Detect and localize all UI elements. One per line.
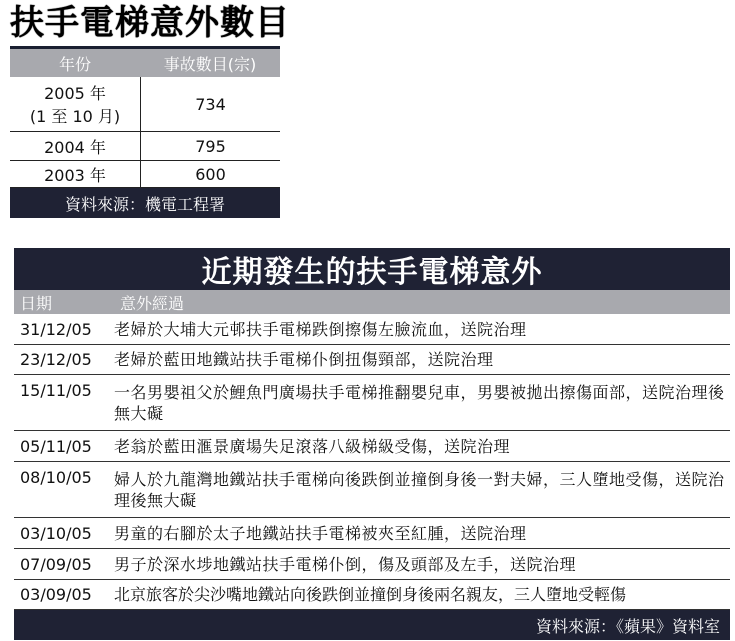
table-row (14, 375, 730, 431)
source-note: 資料來源：《蘋果》資料室 (14, 610, 730, 640)
recent-accidents-header (14, 290, 730, 314)
year-cell: 2004 年 (44, 137, 106, 157)
date-cell: 15/11/05 (20, 381, 92, 400)
date-cell: 05/11/05 (20, 436, 92, 456)
count-cell: 795 (195, 136, 226, 156)
date-cell: 03/10/05 (20, 523, 92, 543)
header-year: 年份 (58, 54, 91, 74)
recent-accidents-table (14, 248, 730, 640)
source-note: 資料來源：機電工程署 (10, 188, 280, 218)
details-cell: 男子於深水埗地鐵站扶手電梯仆倒，傷及頭部及左手，送院治理 (114, 554, 577, 574)
details-cell: 婦人於九龍灣地鐵站扶手電梯向後跌倒並撞倒身後一對夫婦，三人墮地受傷，送院治理後無大礙 (114, 469, 725, 510)
table-row (10, 161, 280, 188)
details-cell: 老婦於藍田地鐵站扶手電梯仆倒扭傷頸部，送院治理 (114, 350, 494, 369)
date-cell: 03/09/05 (20, 585, 92, 604)
details-cell: 老翁於藍田滙景廣場失足滾落八級梯級受傷，送院治理 (114, 436, 511, 456)
count-cell: 734 (195, 94, 226, 114)
date-cell: 23/12/05 (20, 350, 92, 369)
header-count: 事故數目(宗) (163, 54, 257, 74)
date-cell: 08/10/05 (20, 468, 92, 487)
header-date: 日期 (20, 293, 53, 313)
header-details: 意外經過 (120, 293, 185, 313)
year-cell: 2003 年 (44, 165, 106, 185)
details-cell: 老婦於大埔大元邨扶手電梯跌倒擦傷左臉流血，送院治理 (114, 319, 527, 339)
table-row (14, 462, 730, 518)
table-row (14, 580, 730, 610)
details-cell: 一名男嬰祖父於鯉魚門廣場扶手電梯推翻嬰兒車，男嬰被拋出擦傷面部，送院治理後無大礙 (114, 382, 725, 423)
table-row (14, 518, 730, 549)
details-cell: 北京旅客於尖沙嘴地鐵站向後跌倒並撞倒身後兩名親友，三人墮地受輕傷 (114, 585, 627, 604)
recent-accidents-title: 近期發生的扶手電梯意外 (14, 248, 730, 290)
date-cell: 07/09/05 (20, 554, 92, 574)
accident-count-table (10, 46, 280, 218)
table-row (10, 132, 280, 161)
accident-count-header (10, 49, 280, 77)
table-row (10, 77, 280, 132)
table-row (14, 314, 730, 345)
date-cell: 31/12/05 (20, 319, 92, 339)
year-range-cell: (1 至 10 月) (29, 107, 121, 126)
count-cell: 600 (195, 164, 226, 184)
table-row (14, 345, 730, 375)
details-cell: 男童的右腳於太子地鐵站扶手電梯被夾至紅腫，送院治理 (114, 523, 527, 543)
table-row (14, 549, 730, 580)
escalator-accident-count-title: 扶手電梯意外數目 (10, 3, 290, 43)
table-row (14, 431, 730, 462)
year-cell: 2005 年 (44, 84, 106, 103)
